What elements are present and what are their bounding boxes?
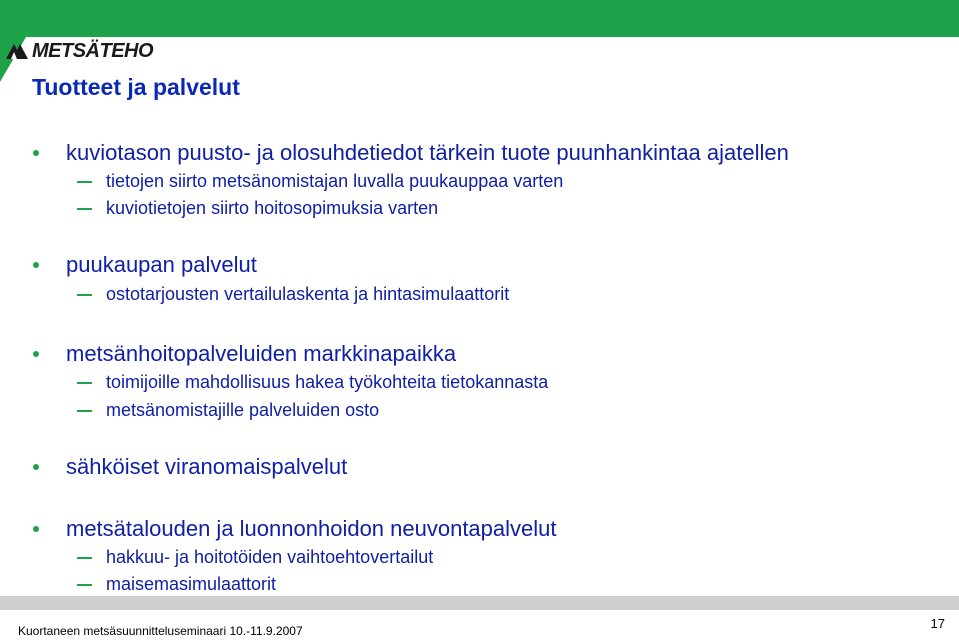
- bullet-text: metsänhoitopalveluiden markkinapaikka: [66, 341, 457, 366]
- bullet-text: puukaupan palvelut: [66, 252, 257, 277]
- dash-icon: [77, 557, 92, 559]
- dash-icon: [77, 294, 92, 296]
- metsateho-logo: [4, 40, 153, 62]
- bullet-dot-icon: [33, 351, 39, 357]
- dash-icon: [77, 181, 92, 183]
- bullet-dot-icon: [33, 150, 39, 156]
- footer-text: Kuortaneen metsäsuunnitteluseminaari 10.-11.9.2007: [18, 624, 303, 638]
- page-number: 17: [930, 616, 945, 631]
- tree-logo-icon: [4, 42, 30, 60]
- dash-icon: [77, 410, 92, 412]
- sub-text: metsänomistajille palveluiden osto: [106, 400, 380, 420]
- sub-text: kuviotietojen siirto hoitosopimuksia varten: [106, 198, 439, 218]
- dash-icon: [77, 584, 92, 586]
- bullet-text: metsätalouden ja luonnonhoidon neuvontapalvelut: [66, 516, 557, 541]
- logo-text: METSÄTEHO: [32, 40, 154, 62]
- bullet-dot-icon: [33, 526, 39, 532]
- sub-text: ostotarjousten vertailulaskenta ja hintasimulaattorit: [106, 284, 510, 304]
- dash-icon: [77, 208, 92, 210]
- sub-text: toimijoille mahdollisuus hakea työkohteita tietokannasta: [106, 372, 549, 392]
- sub-text: maisemasimulaattorit: [106, 574, 277, 594]
- bullet-text: sähköiset viranomaispalvelut: [66, 454, 348, 479]
- sub-text: hakkuu- ja hoitotöiden vaihtoehtovertailut: [106, 547, 434, 567]
- dash-icon: [77, 382, 92, 384]
- footer-bar: [0, 596, 959, 610]
- header-bar: [0, 0, 959, 37]
- bullet-dot-icon: [33, 262, 39, 268]
- bullet-dot-icon: [33, 464, 39, 470]
- slide-title: Tuotteet ja palvelut: [32, 74, 240, 100]
- sub-text: tietojen siirto metsänomistajan luvalla puukauppaa varten: [106, 171, 564, 191]
- bullet-text: kuviotason puusto- ja olosuhdetiedot tärkein tuote puunhankintaa ajatellen: [66, 140, 789, 165]
